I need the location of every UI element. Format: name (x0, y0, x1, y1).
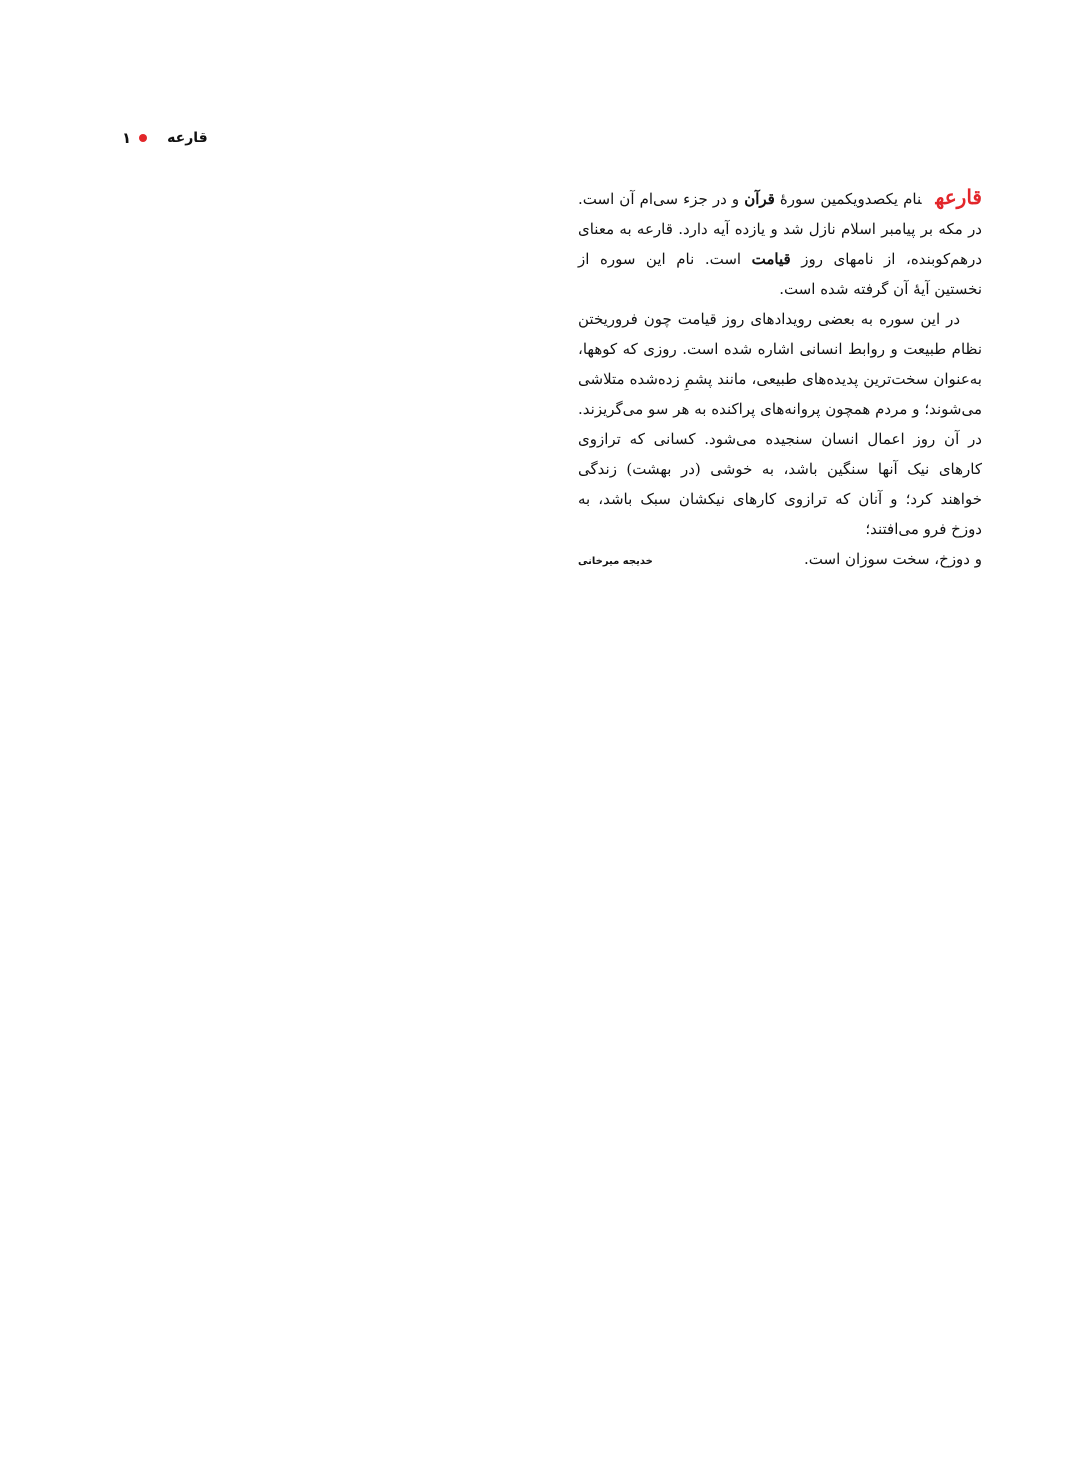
article-body (578, 182, 982, 577)
page-number: ١ (122, 129, 132, 147)
paragraph-1 (578, 182, 982, 304)
bold-term-quran: قرآن (744, 190, 775, 208)
bold-term-qiyamat: قیامت (751, 250, 791, 268)
red-dot-icon (139, 134, 147, 142)
running-header-title: قارعه (167, 130, 208, 146)
paragraph-1-text-a: نام یکصدویکمین سورهٔ (774, 190, 922, 208)
paragraph-2: در این سوره به بعضی رویدادهای روز قیامت چون فروریختن نظام طبیعت و روابط انسانی اشاره شده است. روزی که کوهها، به‌عنوان سخت‌ترین پدیده‌های طبیعی، مانند پشمِ زده‌شده متلاشی می‌شوند؛ و مردم همچون پروانه‌های پراکنده به هر سو می‌گریزند. در آن روز اعمال انسان سنجیده می‌شود. کسانی که ترازوی کارهای نیک آنها سنگین باشد، به خوشی (در بهشت) زندگی خواهند کرد؛ و آنان که ترازوی کارهای نیکشان سبک باشد، به دوزخ فرو می‌افتند؛ (578, 310, 982, 538)
running-header (122, 124, 212, 152)
closing-line (578, 544, 982, 577)
paragraph-1-text-c: است. نام این سوره از نخستین آیهٔ آن گرفته شده است. (578, 250, 982, 298)
entry-headword: قارعه (935, 185, 982, 209)
paragraph-2-last-line: و دوزخ، سخت سوزان است. (804, 550, 982, 568)
author-signature: خدیجه میرخانی (578, 556, 653, 567)
paragraph-1-text-b: و در جزء سی‌ام آن است. در مکه بر پیامبر اسلام نازل شد و یازده آیه دارد. قارعه به معنای درهم‌کوبنده، از نامهای روز (578, 190, 982, 268)
